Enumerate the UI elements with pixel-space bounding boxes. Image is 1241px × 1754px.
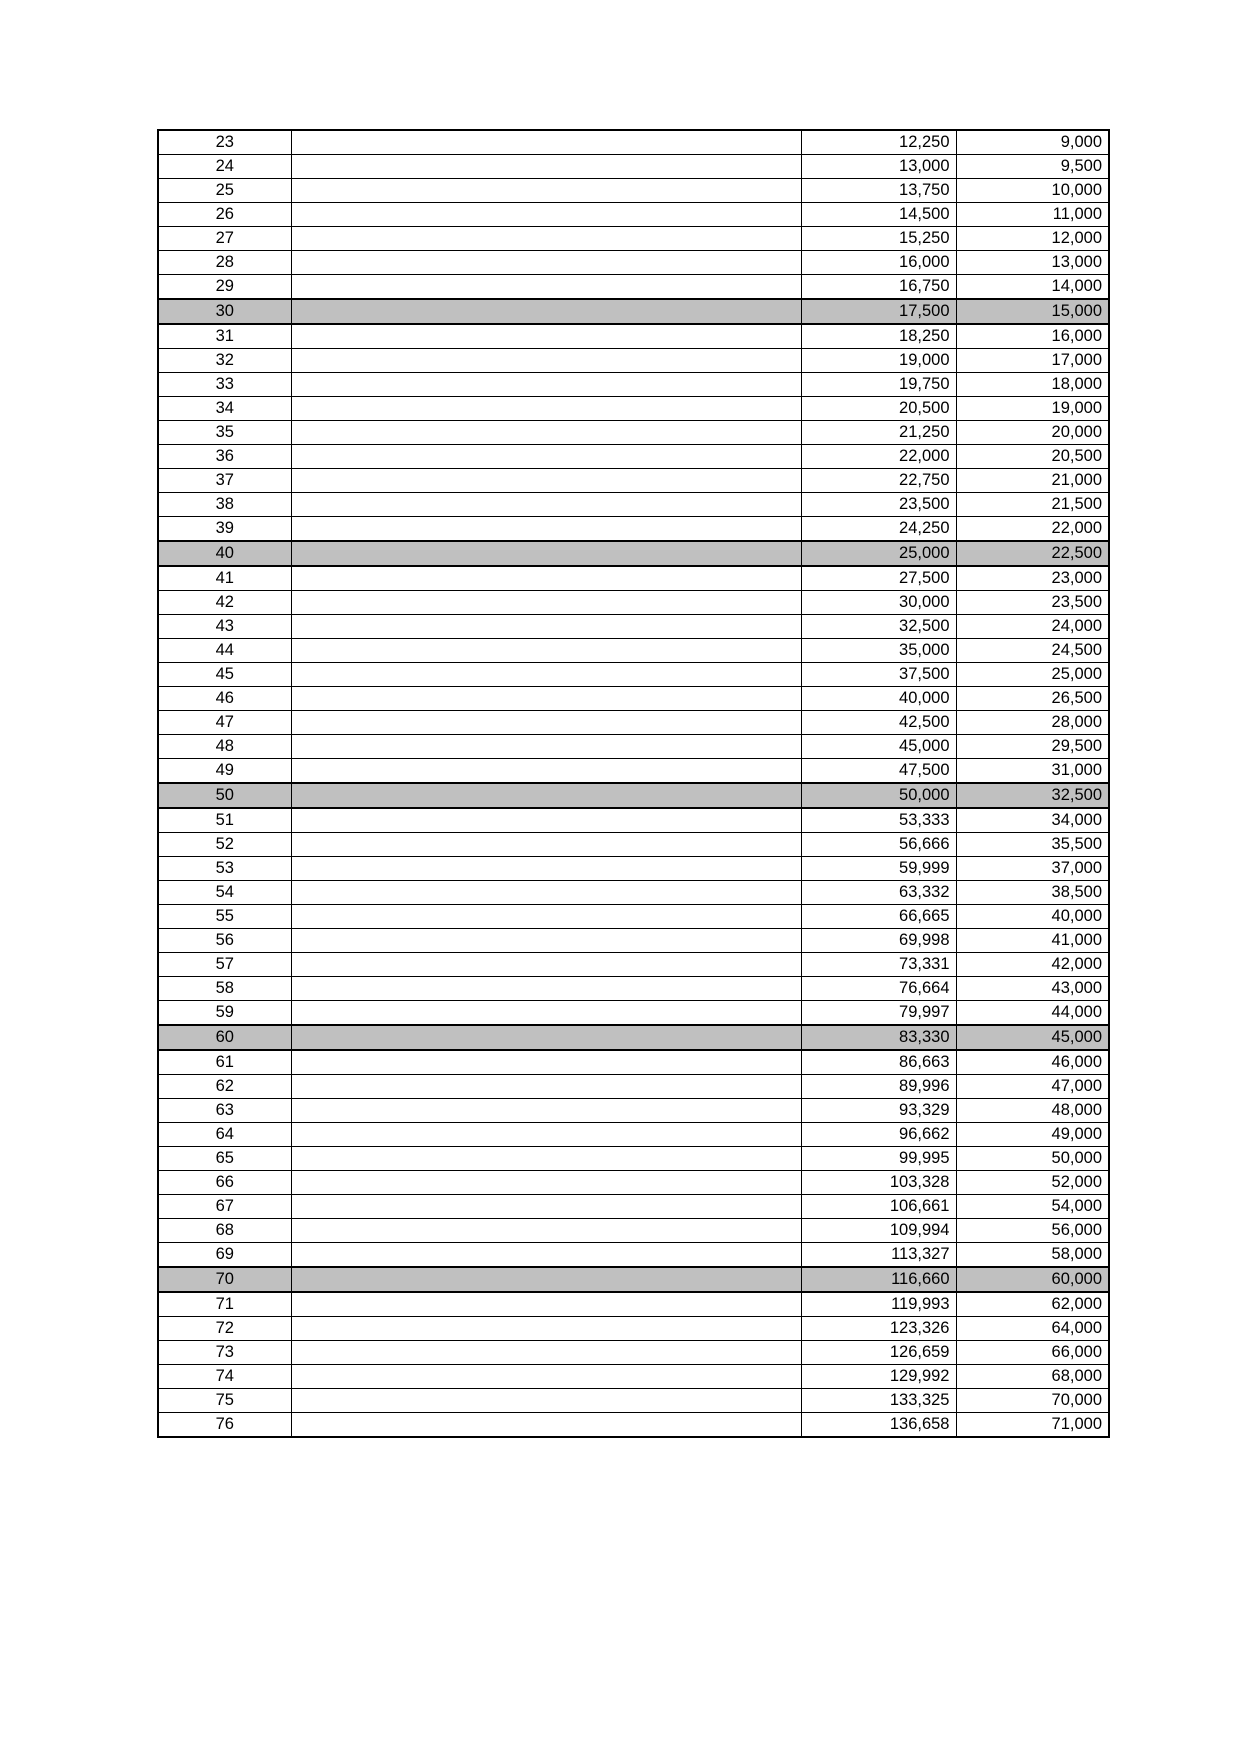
data-table [157, 129, 1110, 1438]
cell-blank [291, 566, 801, 591]
cell-value-a: 25,000 [801, 541, 956, 566]
cell-blank [291, 639, 801, 663]
table-row [158, 833, 1109, 857]
cell-value-a: 16,000 [801, 251, 956, 275]
cell-value-b: 64,000 [956, 1317, 1109, 1341]
cell-row-index: 52 [158, 833, 291, 857]
cell-row-index: 70 [158, 1267, 291, 1292]
table-row [158, 299, 1109, 324]
table-row [158, 711, 1109, 735]
cell-value-a: 35,000 [801, 639, 956, 663]
cell-blank [291, 808, 801, 833]
table-row [158, 130, 1109, 155]
cell-value-a: 66,665 [801, 905, 956, 929]
cell-blank [291, 299, 801, 324]
cell-blank [291, 1389, 801, 1413]
cell-blank [291, 1292, 801, 1317]
cell-value-b: 20,500 [956, 445, 1109, 469]
cell-blank [291, 663, 801, 687]
table-row [158, 421, 1109, 445]
table-row [158, 324, 1109, 349]
cell-value-a: 86,663 [801, 1050, 956, 1075]
cell-value-b: 70,000 [956, 1389, 1109, 1413]
table-row [158, 445, 1109, 469]
table-row [158, 1243, 1109, 1268]
table-row [158, 1292, 1109, 1317]
cell-blank [291, 1099, 801, 1123]
cell-value-b: 41,000 [956, 929, 1109, 953]
cell-row-index: 60 [158, 1025, 291, 1050]
table-row [158, 977, 1109, 1001]
cell-blank [291, 783, 801, 808]
cell-value-b: 22,000 [956, 517, 1109, 542]
cell-value-a: 83,330 [801, 1025, 956, 1050]
cell-row-index: 51 [158, 808, 291, 833]
cell-value-b: 10,000 [956, 179, 1109, 203]
cell-row-index: 66 [158, 1171, 291, 1195]
cell-row-index: 68 [158, 1219, 291, 1243]
cell-value-b: 23,500 [956, 591, 1109, 615]
cell-blank [291, 1365, 801, 1389]
cell-blank [291, 203, 801, 227]
cell-row-index: 34 [158, 397, 291, 421]
cell-row-index: 75 [158, 1389, 291, 1413]
cell-row-index: 54 [158, 881, 291, 905]
table-row [158, 1341, 1109, 1365]
cell-value-b: 43,000 [956, 977, 1109, 1001]
cell-row-index: 26 [158, 203, 291, 227]
cell-row-index: 61 [158, 1050, 291, 1075]
table-row [158, 591, 1109, 615]
cell-row-index: 67 [158, 1195, 291, 1219]
cell-value-a: 69,998 [801, 929, 956, 953]
cell-blank [291, 155, 801, 179]
cell-blank [291, 1147, 801, 1171]
cell-blank [291, 711, 801, 735]
cell-blank [291, 735, 801, 759]
cell-value-a: 116,660 [801, 1267, 956, 1292]
cell-blank [291, 445, 801, 469]
table-row [158, 1195, 1109, 1219]
table-row [158, 663, 1109, 687]
table-row [158, 373, 1109, 397]
cell-row-index: 45 [158, 663, 291, 687]
cell-row-index: 73 [158, 1341, 291, 1365]
cell-value-a: 32,500 [801, 615, 956, 639]
cell-blank [291, 397, 801, 421]
cell-value-b: 40,000 [956, 905, 1109, 929]
table-row [158, 1050, 1109, 1075]
cell-row-index: 69 [158, 1243, 291, 1268]
cell-value-b: 32,500 [956, 783, 1109, 808]
cell-blank [291, 857, 801, 881]
cell-row-index: 35 [158, 421, 291, 445]
cell-value-b: 35,500 [956, 833, 1109, 857]
cell-value-b: 42,000 [956, 953, 1109, 977]
cell-value-a: 47,500 [801, 759, 956, 784]
table-row [158, 783, 1109, 808]
table-row [158, 905, 1109, 929]
cell-blank [291, 1243, 801, 1268]
cell-value-b: 13,000 [956, 251, 1109, 275]
cell-value-b: 9,000 [956, 130, 1109, 155]
cell-value-b: 29,500 [956, 735, 1109, 759]
cell-blank [291, 251, 801, 275]
cell-value-b: 66,000 [956, 1341, 1109, 1365]
cell-value-a: 79,997 [801, 1001, 956, 1026]
cell-blank [291, 421, 801, 445]
table-row [158, 1099, 1109, 1123]
cell-blank [291, 1219, 801, 1243]
cell-blank [291, 1001, 801, 1026]
cell-value-a: 76,664 [801, 977, 956, 1001]
cell-value-b: 21,000 [956, 469, 1109, 493]
cell-value-a: 113,327 [801, 1243, 956, 1268]
cell-row-index: 57 [158, 953, 291, 977]
cell-value-a: 17,500 [801, 299, 956, 324]
cell-row-index: 32 [158, 349, 291, 373]
cell-value-a: 21,250 [801, 421, 956, 445]
cell-value-a: 16,750 [801, 275, 956, 300]
table-row [158, 566, 1109, 591]
cell-value-b: 20,000 [956, 421, 1109, 445]
cell-value-a: 37,500 [801, 663, 956, 687]
cell-value-a: 56,666 [801, 833, 956, 857]
cell-value-a: 96,662 [801, 1123, 956, 1147]
cell-value-b: 18,000 [956, 373, 1109, 397]
cell-blank [291, 1413, 801, 1438]
cell-blank [291, 1171, 801, 1195]
cell-row-index: 43 [158, 615, 291, 639]
cell-value-b: 68,000 [956, 1365, 1109, 1389]
cell-value-a: 19,750 [801, 373, 956, 397]
table-row [158, 929, 1109, 953]
cell-value-b: 9,500 [956, 155, 1109, 179]
cell-value-a: 42,500 [801, 711, 956, 735]
cell-blank [291, 905, 801, 929]
cell-row-index: 37 [158, 469, 291, 493]
table-row [158, 1317, 1109, 1341]
cell-blank [291, 759, 801, 784]
cell-value-b: 26,500 [956, 687, 1109, 711]
cell-value-a: 109,994 [801, 1219, 956, 1243]
cell-blank [291, 541, 801, 566]
cell-value-a: 136,658 [801, 1413, 956, 1438]
cell-value-a: 53,333 [801, 808, 956, 833]
cell-blank [291, 517, 801, 542]
table-row [158, 881, 1109, 905]
cell-value-b: 71,000 [956, 1413, 1109, 1438]
table-row [158, 639, 1109, 663]
cell-value-a: 13,750 [801, 179, 956, 203]
cell-value-b: 37,000 [956, 857, 1109, 881]
cell-value-b: 60,000 [956, 1267, 1109, 1292]
cell-blank [291, 324, 801, 349]
cell-blank [291, 881, 801, 905]
cell-blank [291, 179, 801, 203]
cell-row-index: 76 [158, 1413, 291, 1438]
cell-blank [291, 1050, 801, 1075]
cell-value-a: 133,325 [801, 1389, 956, 1413]
cell-blank [291, 833, 801, 857]
table-row [158, 1267, 1109, 1292]
cell-row-index: 24 [158, 155, 291, 179]
cell-blank [291, 1267, 801, 1292]
table-row [158, 1389, 1109, 1413]
cell-value-b: 54,000 [956, 1195, 1109, 1219]
cell-blank [291, 1123, 801, 1147]
cell-value-a: 12,250 [801, 130, 956, 155]
table-row [158, 469, 1109, 493]
table-row [158, 857, 1109, 881]
cell-row-index: 63 [158, 1099, 291, 1123]
cell-value-b: 23,000 [956, 566, 1109, 591]
cell-row-index: 64 [158, 1123, 291, 1147]
table-row [158, 1413, 1109, 1438]
cell-value-a: 93,329 [801, 1099, 956, 1123]
cell-value-b: 47,000 [956, 1075, 1109, 1099]
table-row [158, 735, 1109, 759]
table-row [158, 517, 1109, 542]
cell-value-a: 99,995 [801, 1147, 956, 1171]
cell-value-a: 18,250 [801, 324, 956, 349]
cell-value-b: 62,000 [956, 1292, 1109, 1317]
table-row [158, 1123, 1109, 1147]
cell-blank [291, 493, 801, 517]
cell-value-b: 21,500 [956, 493, 1109, 517]
table-row [158, 227, 1109, 251]
cell-value-a: 50,000 [801, 783, 956, 808]
cell-blank [291, 227, 801, 251]
cell-value-b: 49,000 [956, 1123, 1109, 1147]
cell-value-b: 31,000 [956, 759, 1109, 784]
cell-blank [291, 275, 801, 300]
cell-value-a: 106,661 [801, 1195, 956, 1219]
cell-row-index: 28 [158, 251, 291, 275]
cell-row-index: 39 [158, 517, 291, 542]
cell-row-index: 71 [158, 1292, 291, 1317]
table-row [158, 1365, 1109, 1389]
cell-row-index: 27 [158, 227, 291, 251]
table-row [158, 275, 1109, 300]
table-row [158, 397, 1109, 421]
cell-row-index: 38 [158, 493, 291, 517]
table-row [158, 251, 1109, 275]
table-row [158, 808, 1109, 833]
cell-value-a: 19,000 [801, 349, 956, 373]
cell-value-b: 56,000 [956, 1219, 1109, 1243]
cell-row-index: 58 [158, 977, 291, 1001]
cell-value-a: 22,750 [801, 469, 956, 493]
cell-blank [291, 615, 801, 639]
cell-row-index: 41 [158, 566, 291, 591]
cell-value-a: 27,500 [801, 566, 956, 591]
cell-value-b: 52,000 [956, 1171, 1109, 1195]
table-row [158, 1171, 1109, 1195]
cell-value-b: 46,000 [956, 1050, 1109, 1075]
table-row [158, 953, 1109, 977]
cell-row-index: 23 [158, 130, 291, 155]
cell-row-index: 49 [158, 759, 291, 784]
cell-blank [291, 1317, 801, 1341]
cell-value-a: 13,000 [801, 155, 956, 179]
cell-value-b: 50,000 [956, 1147, 1109, 1171]
table-row [158, 541, 1109, 566]
table-row [158, 759, 1109, 784]
cell-value-b: 38,500 [956, 881, 1109, 905]
table-row [158, 155, 1109, 179]
table-row [158, 1075, 1109, 1099]
cell-value-a: 22,000 [801, 445, 956, 469]
cell-value-a: 24,250 [801, 517, 956, 542]
cell-value-a: 89,996 [801, 1075, 956, 1099]
cell-row-index: 47 [158, 711, 291, 735]
cell-blank [291, 1341, 801, 1365]
cell-value-b: 28,000 [956, 711, 1109, 735]
cell-row-index: 33 [158, 373, 291, 397]
cell-value-b: 44,000 [956, 1001, 1109, 1026]
cell-row-index: 55 [158, 905, 291, 929]
cell-value-a: 14,500 [801, 203, 956, 227]
cell-blank [291, 591, 801, 615]
cell-row-index: 74 [158, 1365, 291, 1389]
cell-row-index: 31 [158, 324, 291, 349]
cell-blank [291, 469, 801, 493]
cell-value-a: 123,326 [801, 1317, 956, 1341]
cell-row-index: 30 [158, 299, 291, 324]
cell-blank [291, 373, 801, 397]
table-row [158, 1025, 1109, 1050]
table-row [158, 615, 1109, 639]
cell-value-a: 103,328 [801, 1171, 956, 1195]
cell-value-a: 20,500 [801, 397, 956, 421]
table-container [157, 129, 1108, 1438]
table-body [158, 130, 1109, 1437]
cell-value-b: 45,000 [956, 1025, 1109, 1050]
table-row [158, 493, 1109, 517]
table-row [158, 179, 1109, 203]
cell-value-a: 129,992 [801, 1365, 956, 1389]
cell-value-a: 30,000 [801, 591, 956, 615]
cell-value-b: 14,000 [956, 275, 1109, 300]
cell-row-index: 50 [158, 783, 291, 808]
table-row [158, 687, 1109, 711]
cell-blank [291, 1195, 801, 1219]
cell-value-a: 45,000 [801, 735, 956, 759]
cell-blank [291, 130, 801, 155]
cell-row-index: 53 [158, 857, 291, 881]
table-row [158, 1219, 1109, 1243]
cell-value-b: 48,000 [956, 1099, 1109, 1123]
cell-blank [291, 1025, 801, 1050]
cell-value-b: 58,000 [956, 1243, 1109, 1268]
cell-value-b: 15,000 [956, 299, 1109, 324]
cell-row-index: 65 [158, 1147, 291, 1171]
cell-row-index: 40 [158, 541, 291, 566]
table-row [158, 1001, 1109, 1026]
cell-value-a: 15,250 [801, 227, 956, 251]
cell-blank [291, 929, 801, 953]
cell-value-b: 22,500 [956, 541, 1109, 566]
table-row [158, 349, 1109, 373]
cell-row-index: 42 [158, 591, 291, 615]
cell-blank [291, 1075, 801, 1099]
table-row [158, 1147, 1109, 1171]
cell-value-a: 40,000 [801, 687, 956, 711]
cell-value-a: 63,332 [801, 881, 956, 905]
cell-value-a: 23,500 [801, 493, 956, 517]
cell-value-b: 25,000 [956, 663, 1109, 687]
cell-value-b: 24,000 [956, 615, 1109, 639]
cell-row-index: 59 [158, 1001, 291, 1026]
cell-row-index: 46 [158, 687, 291, 711]
cell-value-b: 17,000 [956, 349, 1109, 373]
cell-row-index: 25 [158, 179, 291, 203]
cell-blank [291, 349, 801, 373]
cell-blank [291, 687, 801, 711]
cell-row-index: 48 [158, 735, 291, 759]
cell-row-index: 29 [158, 275, 291, 300]
cell-value-b: 24,500 [956, 639, 1109, 663]
cell-blank [291, 953, 801, 977]
cell-value-a: 73,331 [801, 953, 956, 977]
cell-row-index: 36 [158, 445, 291, 469]
cell-blank [291, 977, 801, 1001]
cell-value-b: 34,000 [956, 808, 1109, 833]
cell-value-a: 119,993 [801, 1292, 956, 1317]
cell-value-b: 19,000 [956, 397, 1109, 421]
table-row [158, 203, 1109, 227]
cell-row-index: 56 [158, 929, 291, 953]
cell-row-index: 62 [158, 1075, 291, 1099]
cell-value-b: 16,000 [956, 324, 1109, 349]
cell-value-a: 59,999 [801, 857, 956, 881]
cell-row-index: 72 [158, 1317, 291, 1341]
cell-value-b: 12,000 [956, 227, 1109, 251]
cell-row-index: 44 [158, 639, 291, 663]
cell-value-a: 126,659 [801, 1341, 956, 1365]
cell-value-b: 11,000 [956, 203, 1109, 227]
